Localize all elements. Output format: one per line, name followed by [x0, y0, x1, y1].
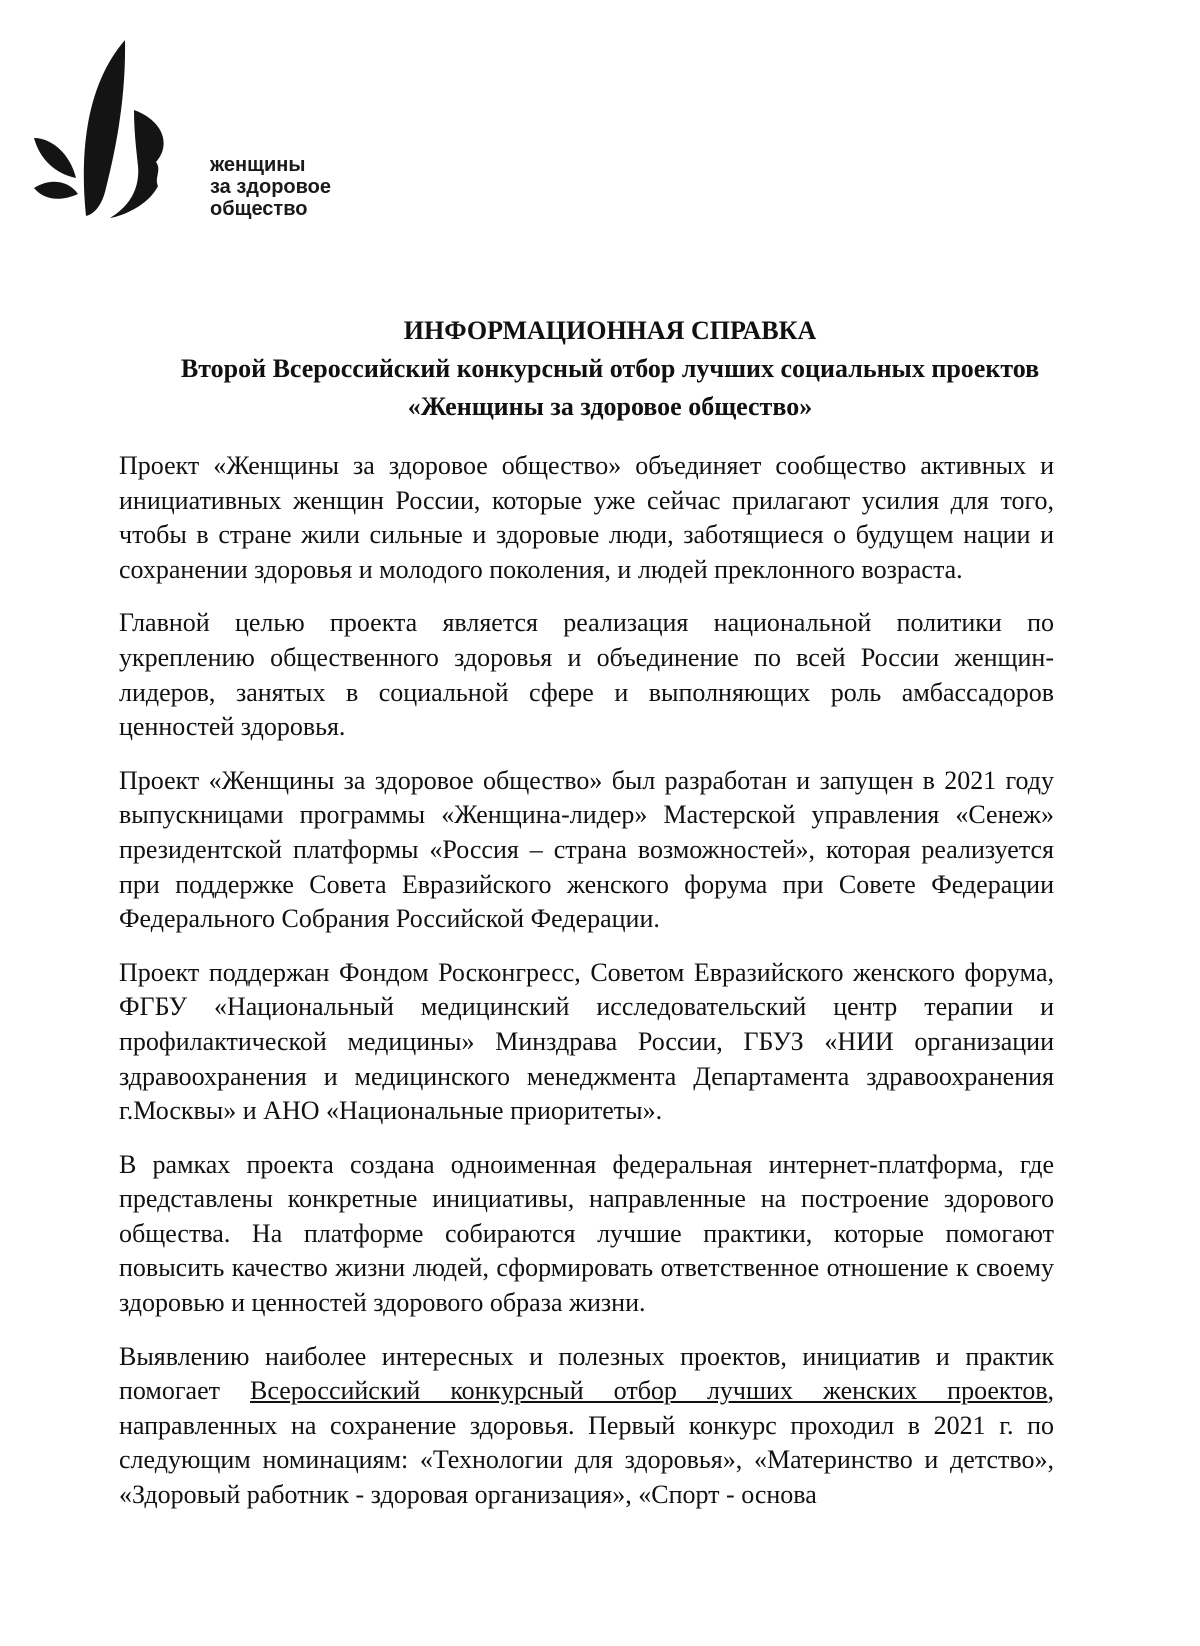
logo-line-1: женщины	[210, 154, 306, 176]
logo-wordmark	[210, 154, 331, 220]
paragraph-6-start: Выявлению наиболее интересных и полезных проектов, инициатив и практик помогает	[119, 1341, 1054, 1406]
document-header	[80, 312, 1140, 426]
document-subtitle-line-1: Второй Всероссийский конкурсный отбор лучших социальных проектов	[180, 354, 1040, 383]
paragraph-2: Главной целью проекта является реализация национальной политики по укреплению общественного здоровья и объединение по всей России женщин-лидеров, занятых в социальной сфере и выполняющих роль амбассадоров ценностей здоровья.	[119, 608, 1054, 742]
paragraph-1: Проект «Женщины за здоровое общество» объединяет сообщество активных и инициативных женщин России, которые уже сейчас прилагают усилия для того, чтобы в стране жили сильные и здоровые люди, заботящиеся о будущем нации и сохранении здоровья и молодого поколения, и людей преклонного возраста.	[119, 451, 1054, 584]
paragraph-4: Проект поддержан Фондом Росконгресс, Советом Евразийского женского форума, ФГБУ «Национальный медицинский исследовательский центр терапии и профилактической медицины» Минздрава России, ГБУЗ «НИИ организации здравоохранения и медицинского менеджмента Департамента здравоохранения г.Москвы» и АНО «Национальные приоритеты».	[119, 957, 1054, 1126]
logo-line-2: за здоровое	[210, 176, 332, 198]
paragraph-3: Проект «Женщины за здоровое общество» был разработан и запущен в 2021 году выпускницами программы «Женщина-лидер» Мастерской управления «Сенеж» президентской платформы «Россия – страна возможностей», которая реализуется при поддержке Совета Евразийского женского форума при Совете Федерации Федерального Собрания Российской Федерации.	[119, 765, 1054, 934]
organization-logo	[30, 38, 360, 228]
logo-line-3: общество	[210, 198, 308, 220]
document-title: ИНФОРМАЦИОННАЯ СПРАВКА	[403, 316, 817, 345]
paragraph-5: В рамках проекта создана одноименная федеральная интернет-платформа, где представлены конкретные инициативы, направленные на построение здорового общества. На платформе собираются лучшие практики, которые помогают повысить качество жизни людей, сформировать ответственное отношение к своему здоровью и ценностей здорового образа жизни.	[119, 1149, 1054, 1318]
paragraph-6	[119, 1340, 1054, 1513]
paragraph-6-end: , направленных на сохранение здоровья. Первый конкурс проходил в 2021 г. по следующим номинациям: «Технологии для здоровья», «Материнство и детство», «Здоровый работник - здоровая организация», «Спорт - основа	[119, 1376, 1055, 1510]
document-body	[119, 449, 1054, 1532]
contest-underlined-text: Всероссийский конкурсный отбор лучших женских проектов	[250, 1376, 1048, 1406]
document-subtitle-line-2: «Женщины за здоровое общество»	[407, 392, 813, 421]
leaves-face-logo-icon	[30, 38, 210, 228]
